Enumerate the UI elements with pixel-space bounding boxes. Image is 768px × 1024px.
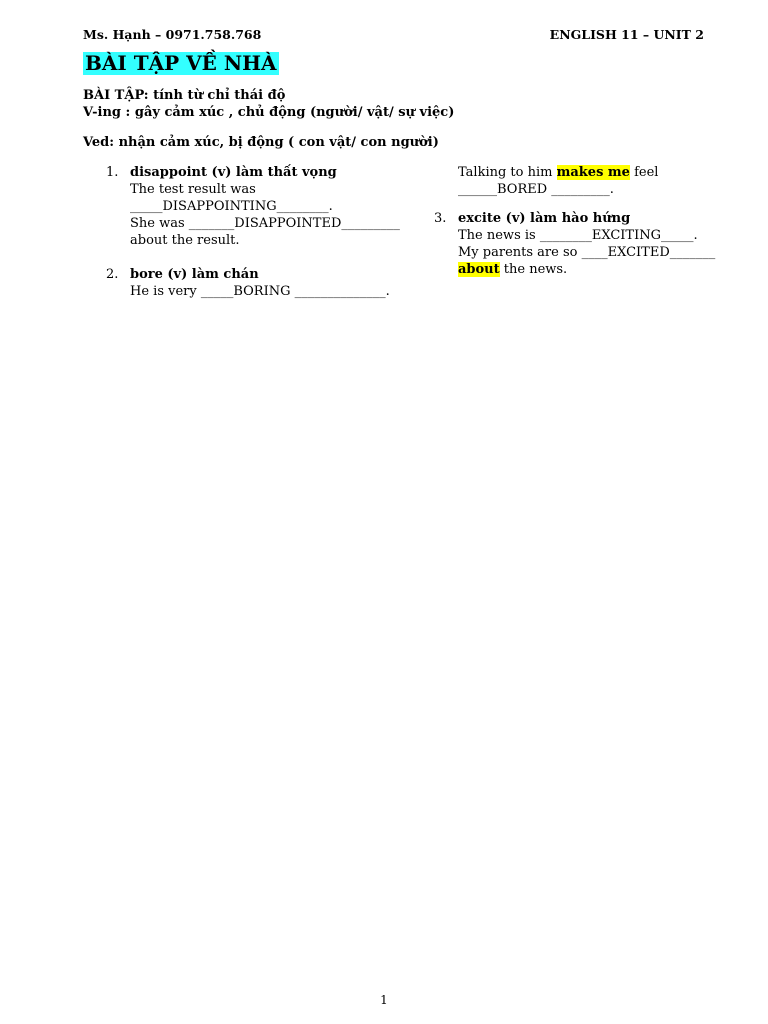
item-answer-line: ______BORED _________. (458, 182, 614, 197)
item-line: about the result. (130, 233, 240, 248)
page-title: BÀI TẬP VỀ NHÀ (85, 51, 277, 75)
item-answer-line: The news is ________EXCITING_____. (458, 228, 698, 243)
page-number: 1 (380, 993, 388, 1007)
item-heading: disappoint (v) làm thất vọng (130, 165, 337, 180)
header-course-unit: ENGLISH 11 – UNIT 2 (549, 27, 704, 42)
item-answer-line: She was _______DISAPPOINTED_________ (130, 216, 400, 231)
exercise-item-excite (434, 210, 734, 278)
header-teacher-contact: Ms. Hạnh – 0971.758.768 (83, 27, 262, 42)
item-number: 3. (434, 211, 447, 226)
exercise-topic: BÀI TẬP: tính từ chỉ thái độ (83, 88, 286, 103)
item-line: Talking to him makes me feel (458, 165, 659, 180)
item-line: The test result was (130, 182, 256, 197)
item-answer-line: He is very _____BORING ______________. (130, 284, 390, 299)
item-number: 1. (106, 165, 119, 180)
item-answer-line: _____DISAPPOINTING________. (130, 199, 333, 214)
item-number: 2. (106, 267, 119, 282)
ved-rule: Ved: nhận cảm xúc, bị động ( con vật/ con người) (83, 135, 439, 150)
highlighted-phrase: about (458, 262, 500, 277)
item-heading: excite (v) làm hào hứng (458, 211, 631, 226)
ving-rule: V-ing : gây cảm xúc , chủ động (người/ vật/ sự việc) (83, 105, 455, 120)
highlighted-phrase: makes me (556, 165, 630, 180)
exercise-item-bore (106, 266, 416, 300)
item-answer-line: My parents are so ____EXCITED_______ (458, 245, 716, 260)
right-column (434, 164, 734, 278)
item-heading: bore (v) làm chán (130, 267, 259, 282)
item-line: about the news. (458, 262, 568, 277)
exercise-item-disappoint (106, 164, 416, 249)
left-column (106, 164, 416, 300)
bore-continuation (434, 164, 734, 198)
